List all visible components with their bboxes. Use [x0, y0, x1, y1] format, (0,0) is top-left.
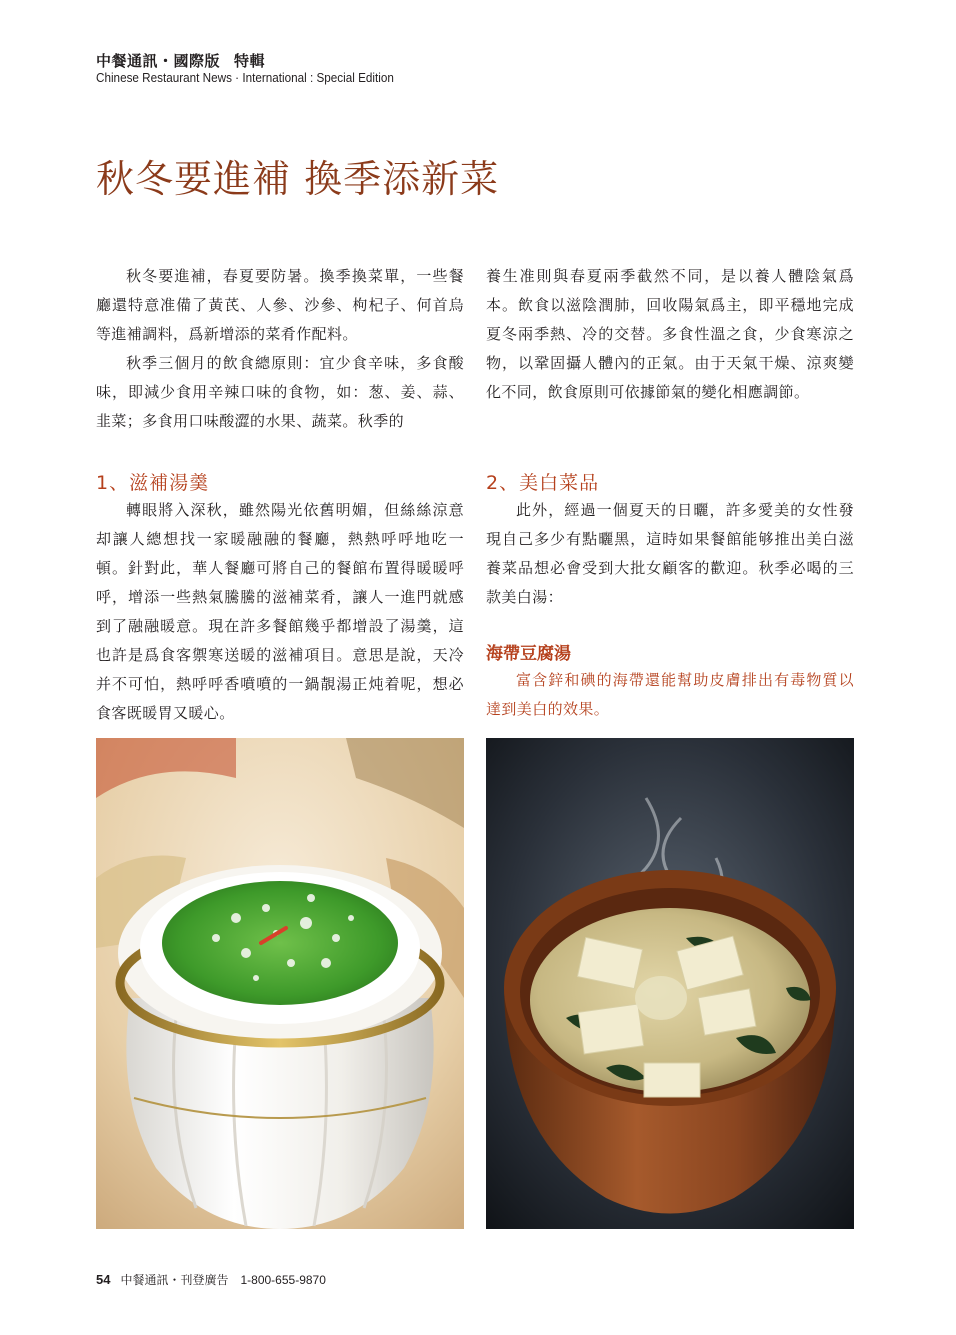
intro-left-column	[96, 262, 464, 436]
miso-soup-illustration	[486, 738, 854, 1229]
header-special-label: 特輯	[234, 52, 266, 70]
soup-tureen-illustration	[96, 738, 464, 1229]
section-2	[486, 470, 854, 724]
intro-paragraph-2: 秋季三個月的飲食總原則：宜少食辛味，多食酸味，即減少食用辛辣口味的食物，如：葱、姜、蒜、韭菜；多食用口味酸澀的水果、蔬菜。秋季的	[96, 354, 464, 430]
section-1-body: 轉眼將入深秋，雖然陽光依舊明媚，但絲絲涼意却讓人總想找一家暖融融的餐廳，熱熱呼呼地吃一頓。針對此，華人餐廳可將自己的餐館布置得暖暖呼呼，增添一些熱氣騰騰的滋補菜肴，讓人一進門就感到了融融暖意。現在許多餐館幾乎都增設了湯羹，這也許是爲食客禦寒送暖的滋補項目。意思是說，天冷并不可怕，熱呼呼香噴噴的一鍋靚湯正炖着呢，想必食客既暖胃又暖心。	[96, 501, 464, 722]
header-cn-title: 中餐通訊・國際版	[96, 52, 221, 70]
section-1	[96, 470, 464, 728]
miso-soup-bowl-photo	[486, 738, 854, 1229]
page-footer	[96, 1272, 326, 1288]
header-cn	[96, 52, 427, 70]
intro-paragraph-3: 養生准則與春夏兩季截然不同，是以養人體陰氣爲本。飲食以滋陰潤肺，回收陽氣爲主，即平穩地完成夏冬兩季熱、冷的交替。多食性溫之食，少食寒涼之物，以鞏固攝人體內的正氣。由于天氣干燥、涼爽變化不同，飲食原則可依據節氣的變化相應調節。	[486, 267, 854, 401]
section-2-body: 此外，經過一個夏天的日曬，許多愛美的女性發現自己多少有點曬黑，這時如果餐館能够推出美白滋養菜品想必會受到大批女顧客的歡迎。秋季必喝的三款美白湯：	[486, 501, 854, 606]
header-en-title: Chinese Restaurant News · International : Special Edition	[96, 70, 394, 85]
intro-right-column	[486, 262, 854, 407]
footer-phone: 1-800-655-9870	[240, 1273, 326, 1287]
sub-heading-seaweed-tofu-soup: 海帶豆腐湯	[486, 644, 571, 664]
section-1-heading: 1、滋補湯羹	[96, 472, 210, 494]
section-2-heading: 2、美白菜品	[486, 472, 600, 494]
footer-magazine-ad: 中餐通訊・刊登廣告	[120, 1273, 229, 1287]
soup-tureen-photo	[96, 738, 464, 1229]
article-title: 秋冬要進補 換季添新菜	[96, 157, 500, 201]
page-number: 54	[96, 1272, 111, 1287]
page-header	[96, 52, 427, 86]
sub-body-seaweed-tofu-soup: 富含鋅和碘的海帶還能幫助皮膚排出有毒物質以達到美白的效果。	[486, 671, 854, 718]
intro-paragraph-1: 秋冬要進補，春夏要防暑。換季換菜單，一些餐廳還特意准備了黃芪、人參、沙參、枸杞子、何首烏等進補調料，爲新增添的菜肴作配料。	[96, 267, 464, 343]
